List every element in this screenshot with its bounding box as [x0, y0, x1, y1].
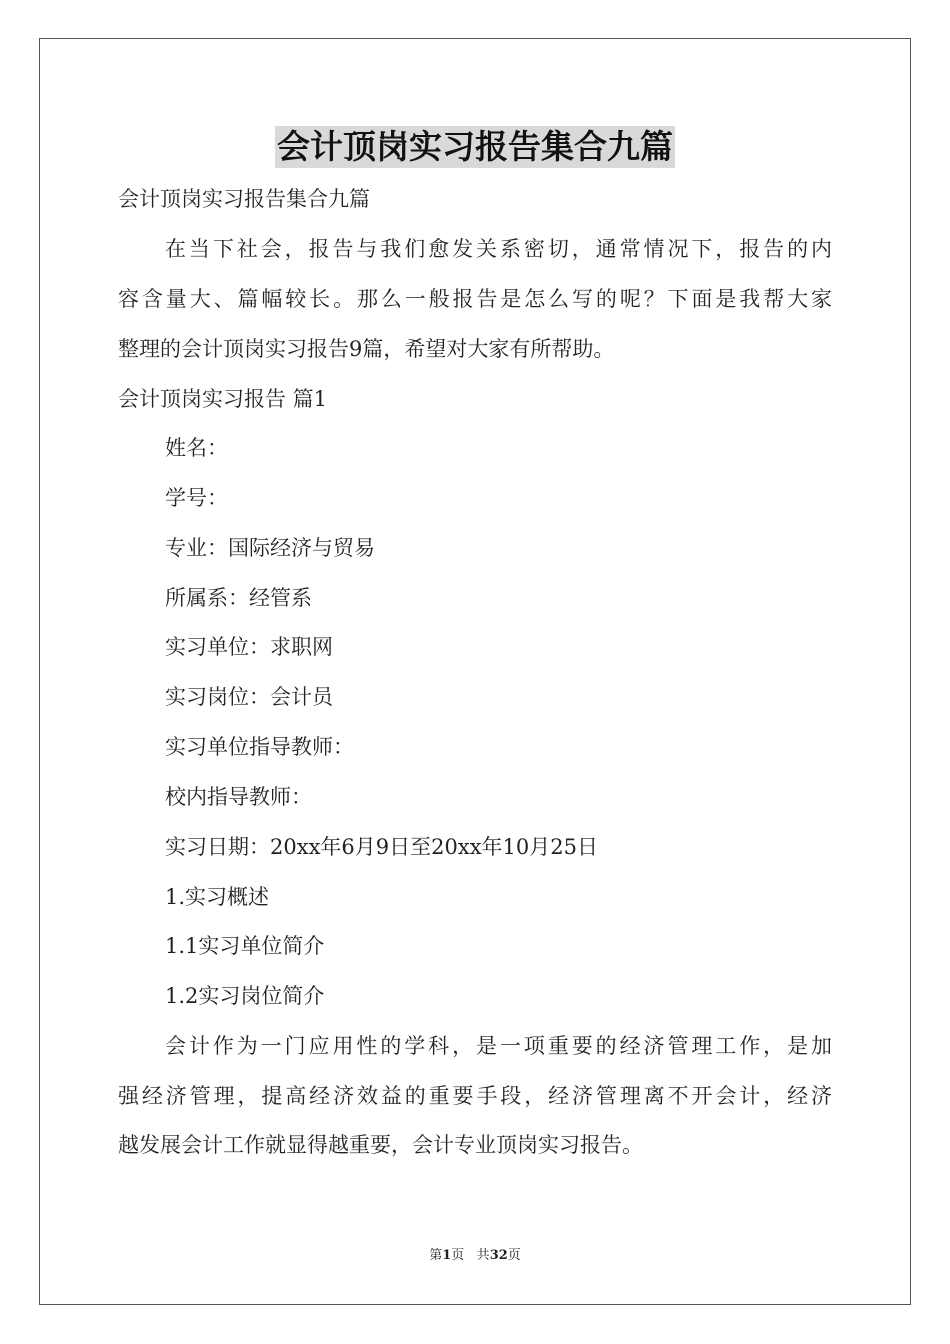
- title-container: [0, 126, 950, 168]
- field-intern-dates: 实习日期：20xx年6月9日至20xx年10月25日: [165, 835, 598, 859]
- document-subtitle: 会计顶岗实习报告集合九篇: [118, 187, 370, 211]
- field-school-mentor: 校内指导教师：: [165, 785, 312, 809]
- field-name: 姓名：: [165, 436, 228, 460]
- body-line-2: 强经济管理，提高经济效益的重要手段，经济管理离不开会计，经济: [118, 1084, 832, 1108]
- page-border: [39, 38, 911, 1305]
- footer-total-pages: 32: [489, 1248, 508, 1263]
- intro-line-3: 整理的会计顶岗实习报告9篇，希望对大家有所帮助。: [118, 337, 615, 361]
- section-heading: 会计顶岗实习报告 篇1: [118, 387, 328, 411]
- footer-page-prefix: 第: [429, 1248, 443, 1263]
- footer-total-suffix: 页: [507, 1248, 521, 1263]
- heading-overview: 1.实习概述: [165, 885, 270, 909]
- body-line-1: 会计作为一门应用性的学科，是一项重要的经济管理工作，是加: [165, 1034, 832, 1058]
- footer-page-number: 1: [442, 1248, 452, 1263]
- field-major: 专业：国际经济与贸易: [165, 536, 375, 560]
- heading-post-intro: 1.2实习岗位简介: [165, 984, 325, 1008]
- heading-unit-intro: 1.1实习单位简介: [165, 934, 325, 958]
- field-unit-mentor: 实习单位指导教师：: [165, 735, 354, 759]
- document-title: 会计顶岗实习报告集合九篇: [277, 127, 673, 166]
- page-footer: [0, 1246, 950, 1266]
- footer-page-suffix: 页: [451, 1248, 465, 1263]
- body-line-3: 越发展会计工作就显得越重要，会计专业顶岗实习报告。: [118, 1133, 643, 1157]
- field-student-id: 学号：: [165, 486, 228, 510]
- footer-total-prefix: 共: [476, 1248, 490, 1263]
- intro-line-2: 容含量大、篇幅较长。那么一般报告是怎么写的呢？下面是我帮大家: [118, 287, 832, 311]
- field-intern-unit: 实习单位：求职网: [165, 635, 333, 659]
- field-department: 所属系：经管系: [165, 586, 312, 610]
- intro-line-1: 在当下社会，报告与我们愈发关系密切，通常情况下，报告的内: [165, 237, 832, 261]
- field-intern-post: 实习岗位：会计员: [165, 685, 333, 709]
